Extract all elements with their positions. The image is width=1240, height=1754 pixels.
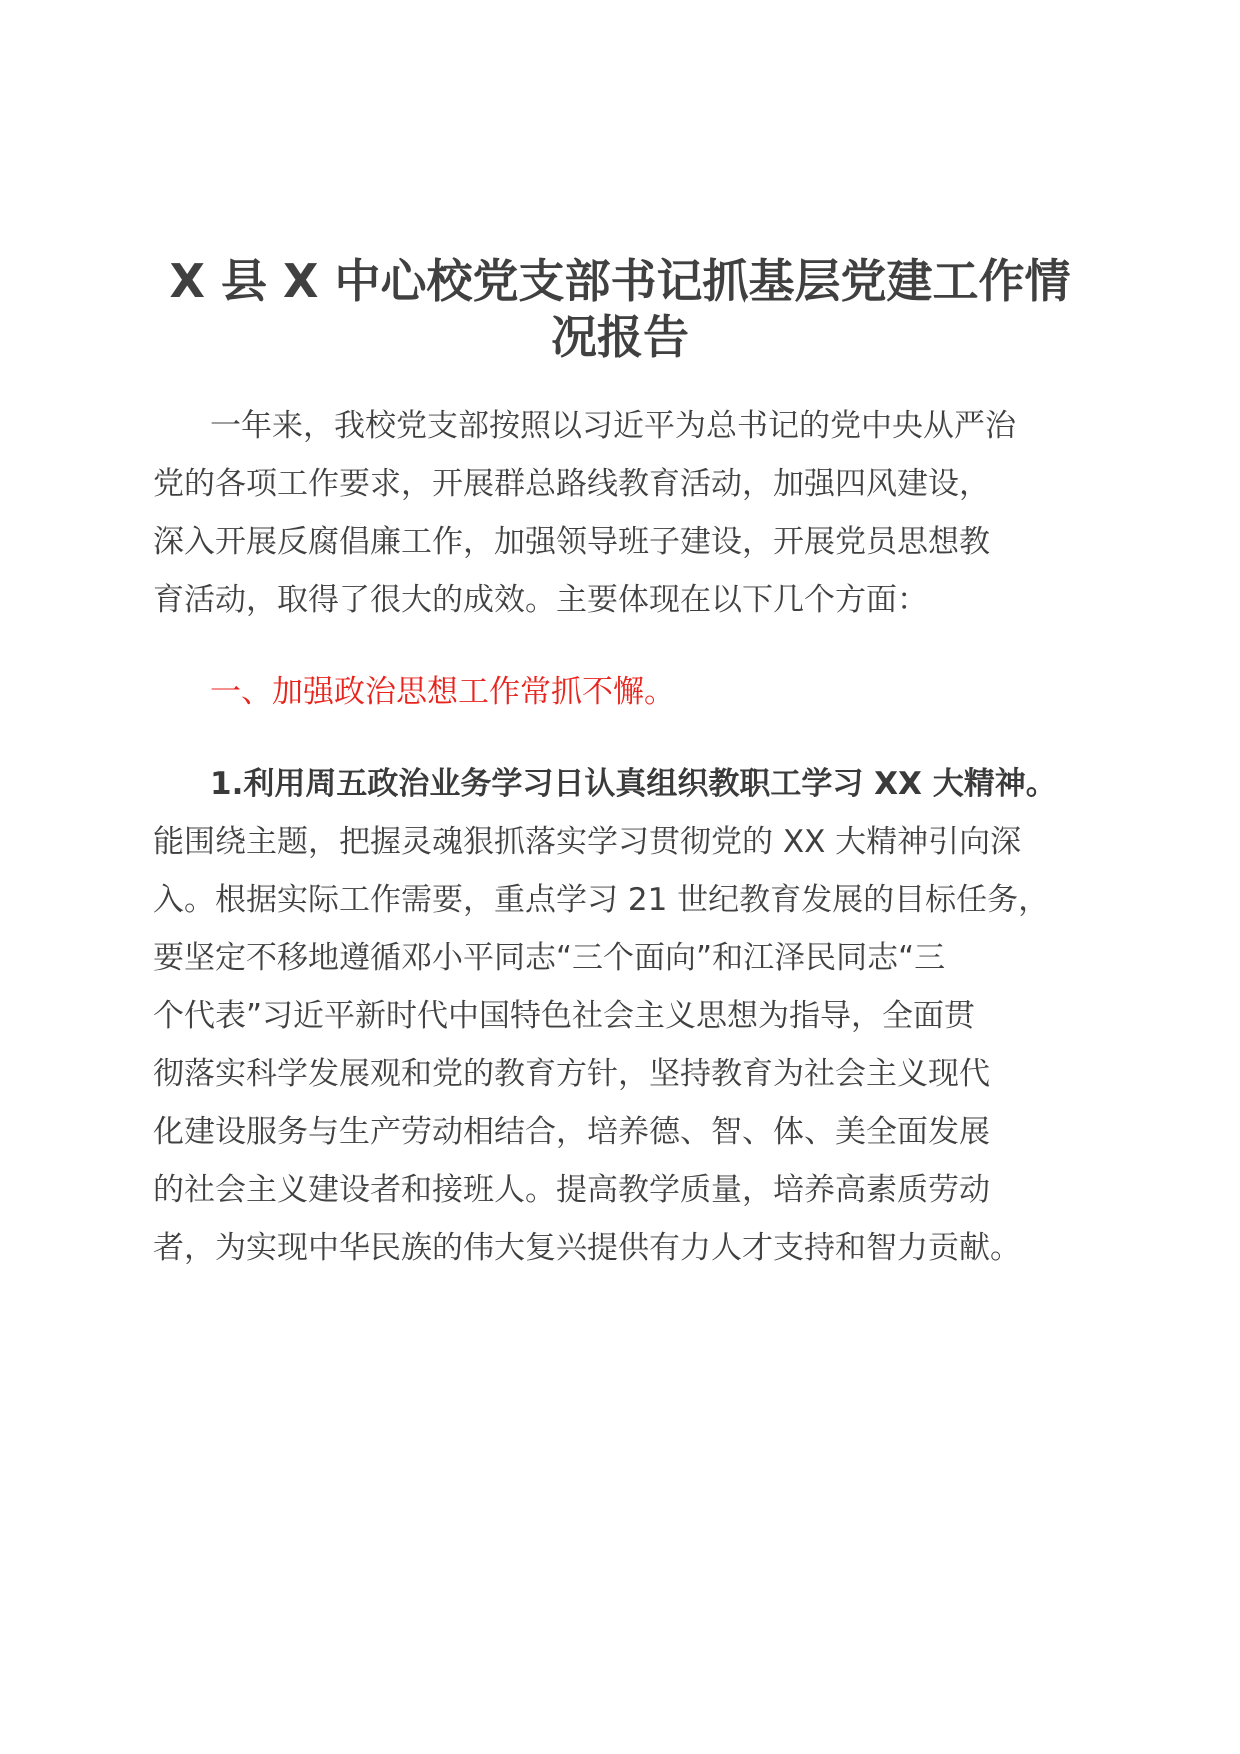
body-line-1: 能围绕主题，把握灵魂狠抓落实学习贯彻党的 XX 大精神引向深 xyxy=(153,824,1022,860)
body-line-8: 者，为实现中华民族的伟大复兴提供有力人才支持和智力贡献。 xyxy=(153,1230,1021,1266)
body-line-2: 入。根据实际工作需要，重点学习 21 世纪教育发展的目标任务， xyxy=(153,882,1050,918)
body-line-3: 要坚定不移地遵循邓小平同志“三个面向”和江泽民同志“三 xyxy=(153,940,946,976)
document-title-line-2: 况报告 xyxy=(551,310,689,364)
intro-line-3: 深入开展反腐倡廉工作，加强领导班子建设，开展党员思想教 xyxy=(153,524,990,560)
body-line-6: 化建设服务与生产劳动相结合，培养德、智、体、美全面发展 xyxy=(153,1114,990,1150)
document-title-line-1: X 县 X 中心校党支部书记抓基层党建工作情 xyxy=(169,254,1071,308)
intro-line-2: 党的各项工作要求，开展群总路线教育活动，加强四风建设， xyxy=(153,466,990,502)
body-line-7: 的社会主义建设者和接班人。提高教学质量，培养高素质劳动 xyxy=(153,1172,990,1208)
intro-line-1: 一年来，我校党支部按照以习近平为总书记的党中央从严治 xyxy=(210,408,1016,444)
intro-line-4: 育活动，取得了很大的成效。主要体现在以下几个方面： xyxy=(153,582,928,618)
body-line-5: 彻落实科学发展观和党的教育方针，坚持教育为社会主义现代 xyxy=(153,1056,990,1092)
subheading: 1.利用周五政治业务学习日认真组织教职工学习 XX 大精神。 xyxy=(210,766,1057,802)
body-line-4: 个代表”习近平新时代中国特色社会主义思想为指导，全面贯 xyxy=(153,998,976,1034)
section-heading: 一、加强政治思想工作常抓不懈。 xyxy=(210,674,675,710)
